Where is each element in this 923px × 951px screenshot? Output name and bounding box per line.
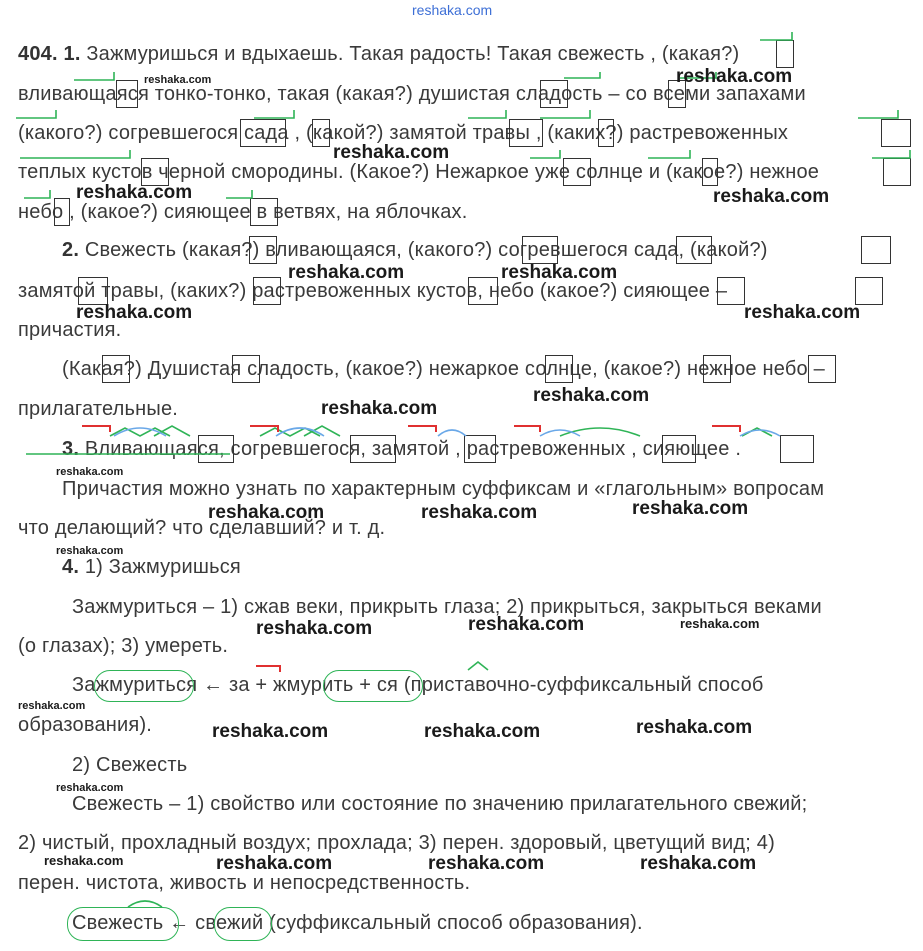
text-line-5: небо , (какое?) сияющее в ветвях, на яблочках.: [18, 201, 468, 223]
watermark: reshaka.com: [424, 721, 541, 742]
exercise-number: 404.: [18, 43, 58, 65]
ending-box: [350, 435, 396, 463]
ending-box: [522, 236, 558, 264]
watermark: reshaka.com: [216, 853, 333, 874]
ending-box: [808, 355, 836, 383]
watermark: reshaka.com: [333, 142, 450, 163]
watermark: reshaka.com: [208, 502, 325, 523]
watermark: reshaka.com: [56, 466, 124, 478]
ending-box: [250, 198, 278, 226]
text-line-6: Свежесть (какая?) вливающаяся, (какого?) согревшегося сада, (какой?): [84, 239, 768, 261]
ending-box: [861, 236, 891, 264]
ending-box: [855, 277, 883, 305]
root-oval: [94, 670, 194, 702]
ending-box: [545, 355, 573, 383]
line-10: [18, 397, 178, 421]
ending-box: [676, 236, 712, 264]
line-20: [72, 792, 807, 816]
root-oval: [323, 670, 423, 702]
line-16: [18, 634, 228, 658]
watermark: reshaka.com: [76, 302, 193, 323]
ending-box: [240, 119, 286, 147]
text-line-3: (какого?) согревшегося сада , (какой?) замятой травы , (каких?) растревоженных: [18, 122, 789, 144]
ending-box: [509, 119, 543, 147]
text-line-22: перен. чистота, живость и непосредственность.: [18, 872, 471, 894]
ending-box: [598, 119, 614, 147]
watermark: reshaka.com: [18, 700, 86, 712]
task-3-number: 3.: [62, 438, 80, 460]
ending-box: [54, 198, 70, 226]
watermark: reshaka.com: [468, 614, 585, 635]
watermark: reshaka.com: [640, 853, 757, 874]
watermark: reshaka.com: [713, 186, 830, 207]
ending-box: [464, 435, 496, 463]
text-line-15: Зажмуриться – 1) сжав веки, прикрыть глаза; 2) прикрыться, закрыться веками: [72, 596, 822, 618]
text-line-21: 2) чистый, прохладный воздух; прохлада; 3) перен. здоровый, цветущий вид; 4): [18, 832, 775, 854]
ending-box: [703, 355, 731, 383]
line-13: [18, 516, 385, 540]
text-line-14: 1) Зажмуришься: [84, 556, 241, 578]
watermark: reshaka.com: [632, 498, 749, 519]
watermark: reshaka.com: [676, 66, 793, 87]
line-21: [18, 831, 775, 855]
line-18: [18, 713, 152, 737]
root-oval: [67, 907, 179, 941]
text-line-1: Зажмуришься и вдыхаешь. Такая радость! Такая свежесть , (какая?): [86, 43, 740, 65]
ending-box: [198, 435, 234, 463]
text-line-12: Причастия можно узнать по характерным суффиксам и «глагольным» вопросам: [62, 478, 825, 500]
watermark: reshaka.com: [421, 502, 538, 523]
ending-box: [563, 158, 591, 186]
site-header-link[interactable]: reshaka.com: [412, 2, 493, 18]
line-6: [62, 238, 768, 262]
text-line-13: что делающий? что сделавший? и т. д.: [18, 517, 386, 539]
task-1-number: 1.: [63, 43, 81, 65]
line-19: [72, 753, 187, 777]
ending-box: [232, 355, 260, 383]
text-line-10: прилагательные.: [18, 398, 179, 420]
ending-box: [717, 277, 745, 305]
text-line-8: причастия.: [18, 319, 122, 341]
text-line-7: замятой травы, (каких?) растревоженных кустов, небо (какое?) сияющее –: [18, 280, 728, 302]
text-line-17: Зажмуриться ← за + жмурить + ся (приставочно-суффиксальный способ: [72, 674, 764, 696]
ending-box: [662, 435, 696, 463]
watermark: reshaka.com: [56, 545, 124, 557]
line-1: [18, 42, 739, 66]
ending-box: [116, 80, 138, 108]
ending-box: [776, 40, 794, 68]
watermark: reshaka.com: [288, 262, 405, 283]
watermark: reshaka.com: [56, 782, 124, 794]
text-line-11: Вливающаяся, согревшегося, замятой , растревоженных , сияющее .: [84, 438, 742, 460]
line-11: [62, 437, 741, 461]
watermark: reshaka.com: [212, 721, 329, 742]
root-oval: [214, 907, 272, 941]
text-line-4: теплых кустов черной смородины. (Какое?) Нежаркое уже солнце и (какое?) нежное: [18, 161, 820, 183]
watermark: reshaka.com: [533, 385, 650, 406]
ending-box: [540, 80, 568, 108]
ending-box: [78, 277, 108, 305]
watermark: reshaka.com: [144, 74, 212, 86]
text-line-20: Свежесть – 1) свойство или состояние по значению прилагательного свежий;: [72, 793, 808, 815]
task-4-number: 4.: [62, 556, 80, 578]
text-line-19: 2) Свежесть: [72, 754, 188, 776]
text-line-2: вливающаяся тонко-тонко, такая (какая?) душистая сладость – со всеми запахами: [18, 83, 806, 105]
watermark: reshaka.com: [256, 618, 373, 639]
watermark: reshaka.com: [44, 853, 124, 868]
text-line-23: Свежесть ← свежий (суффиксальный способ образования).: [72, 912, 643, 934]
ending-box: [253, 277, 281, 305]
watermark: reshaka.com: [744, 302, 861, 323]
text-line-18: образования).: [18, 714, 153, 736]
line-14: [62, 555, 241, 579]
watermark: reshaka.com: [321, 398, 438, 419]
ending-box: [881, 119, 911, 147]
watermark: reshaka.com: [501, 262, 618, 283]
watermark: reshaka.com: [428, 853, 545, 874]
text-line-16: (о глазах); 3) умереть.: [18, 635, 229, 657]
watermark: reshaka.com: [76, 182, 193, 203]
watermark: reshaka.com: [636, 717, 753, 738]
ending-box: [468, 277, 498, 305]
ending-box: [102, 355, 130, 383]
ending-box: [249, 236, 277, 264]
text-line-9: (Какая?) Душистая сладость, (какое?) нежаркое солнце, (какое?) нежное небо –: [62, 358, 825, 380]
ending-box: [883, 158, 911, 186]
task-2-number: 2.: [62, 239, 80, 261]
ending-box: [780, 435, 814, 463]
ending-box: [312, 119, 330, 147]
watermark: reshaka.com: [680, 616, 760, 631]
ending-box: [702, 158, 718, 186]
